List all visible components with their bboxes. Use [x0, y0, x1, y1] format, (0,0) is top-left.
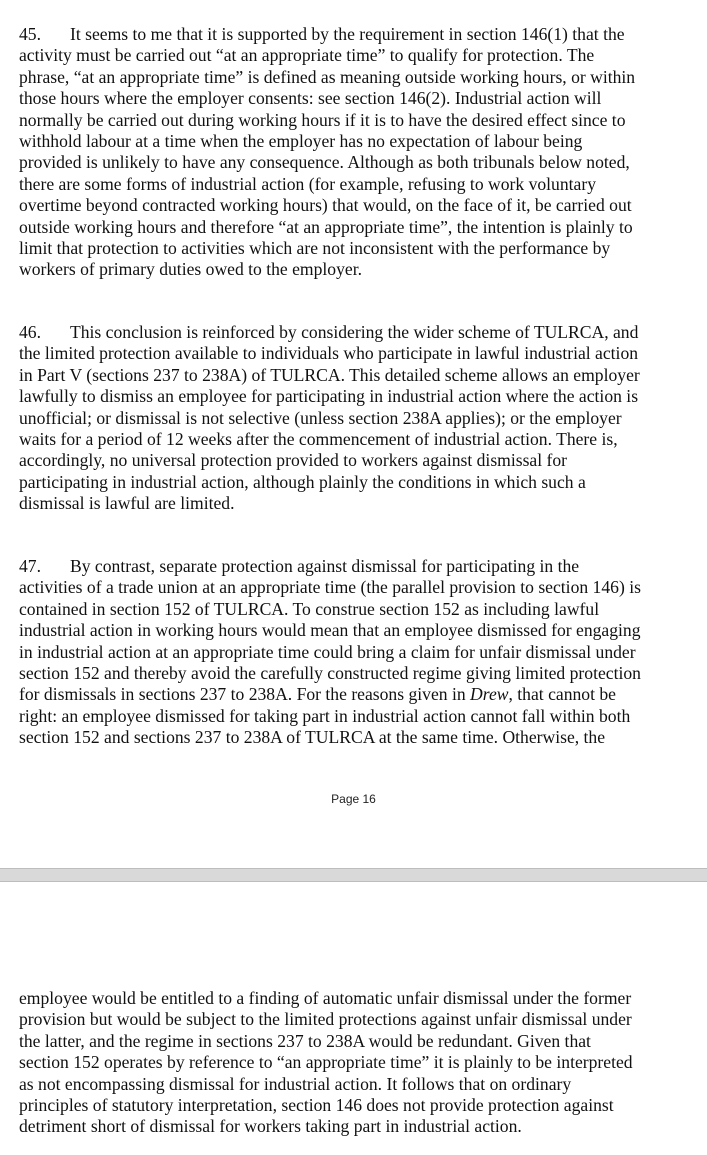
paragraph-47-continued	[19, 988, 693, 1138]
paragraph-line: section 152 operates by reference to “an appropriate time” it is plainly to be interpreted	[19, 1052, 633, 1073]
paragraph-line: dismissal is lawful are limited.	[19, 493, 235, 514]
paragraph-line: contained in section 152 of TULRCA. To construe section 152 as including lawful	[19, 598, 600, 619]
paragraph-line: withhold labour at a time when the employer has no expectation of labour being	[19, 131, 583, 152]
paragraph-line: provision but would be subject to the limited protections against unfair dismissal under	[19, 1009, 632, 1030]
paragraph-line: outside working hours and therefore “at an appropriate time”, the intention is plainly to	[19, 216, 633, 237]
paragraph-number: 46.	[19, 322, 41, 342]
paragraph-line: overtime beyond contracted working hours) that would, on the face of it, be carried out	[19, 195, 632, 216]
paragraph-line: those hours where the employer consents: see section 146(2). Industrial action will	[19, 88, 602, 109]
paragraph-number: 45.	[19, 24, 41, 44]
paragraph-line: It seems to me that it is supported by the requirement in section 146(1) that the	[70, 24, 625, 44]
paragraph-line: principles of statutory interpretation, section 146 does not provide protection against	[19, 1095, 614, 1116]
paragraph-line-tail: , that cannot be	[508, 684, 616, 705]
paragraph-line: as not encompassing dismissal for industrial action. It follows that on ordinary	[19, 1073, 572, 1094]
paragraph-line: detriment short of dismissal for workers taking part in industrial action.	[19, 1116, 522, 1137]
paragraph-line: lawfully to dismiss an employee for participating in industrial action where the action is	[19, 386, 639, 407]
paragraph-line: for dismissals in sections 237 to 238A. For the reasons given in	[19, 684, 471, 705]
paragraph-line: phrase, “at an appropriate time” is defined as meaning outside working hours, or within	[19, 66, 636, 87]
paragraph-line: in industrial action at an appropriate time could bring a claim for unfair dismissal under	[19, 641, 636, 662]
paragraph-line: provided is unlikely to have any consequence. Although as both tribunals below noted,	[19, 152, 630, 173]
paragraph-line: accordingly, no universal protection provided to workers against dismissal for	[19, 450, 568, 471]
paragraph-line: unofficial; or dismissal is not selective (unless section 238A applies); or the employer	[19, 407, 622, 428]
paragraph-line: section 152 and sections 237 to 238A of TULRCA at the same time. Otherwise, the	[19, 727, 606, 748]
paragraph-line: right: an employee dismissed for taking part in industrial action cannot fall within both	[19, 705, 631, 726]
paragraph-line: limit that protection to activities which are not inconsistent with the performance by	[19, 238, 611, 259]
paragraph-line: employee would be entitled to a finding of automatic unfair dismissal under the former	[19, 988, 632, 1008]
paragraph-line: the latter, and the regime in sections 237 to 238A would be redundant. Given that	[19, 1030, 591, 1051]
document-page-17	[0, 882, 707, 1155]
page-number: Page 16	[331, 792, 376, 806]
paragraph-line: participating in industrial action, although plainly the conditions in which such a	[19, 471, 586, 492]
paragraph-line: industrial action in working hours would mean that an employee dismissed for engaging	[19, 620, 641, 641]
paragraph-line: waits for a period of 12 weeks after the commencement of industrial action. There is,	[19, 429, 618, 450]
paragraph-line: activity must be carried out “at an appropriate time” to qualify for protection. The	[19, 45, 595, 66]
page-separator	[0, 868, 707, 882]
paragraph-45	[19, 24, 693, 281]
paragraph-46	[19, 322, 693, 515]
paragraph-line: normally be carried out during working hours if it is to have the desired effect since to	[19, 109, 626, 130]
paragraph-line: This conclusion is reinforced by considering the wider scheme of TULRCA, and	[70, 322, 639, 342]
case-name-drew: Drew	[470, 684, 509, 705]
paragraph-line: By contrast, separate protection against dismissal for participating in the	[70, 556, 580, 576]
paragraph-number: 47.	[19, 556, 41, 576]
paragraph-line: in Part V (sections 237 to 238A) of TULRCA. This detailed scheme allows an employer	[19, 364, 640, 385]
paragraph-line: workers of primary duties owed to the employer.	[19, 259, 362, 280]
paragraph-line: activities of a trade union at an appropriate time (the parallel provision to section 146) is	[19, 577, 641, 598]
paragraph-47	[19, 556, 693, 749]
paragraph-line: there are some forms of industrial action (for example, refusing to work voluntary	[19, 173, 596, 194]
paragraph-line: the limited protection available to individuals who participate in lawful industrial action	[19, 343, 639, 364]
paragraph-line: section 152 and thereby avoid the carefully constructed regime giving limited protection	[19, 663, 641, 684]
